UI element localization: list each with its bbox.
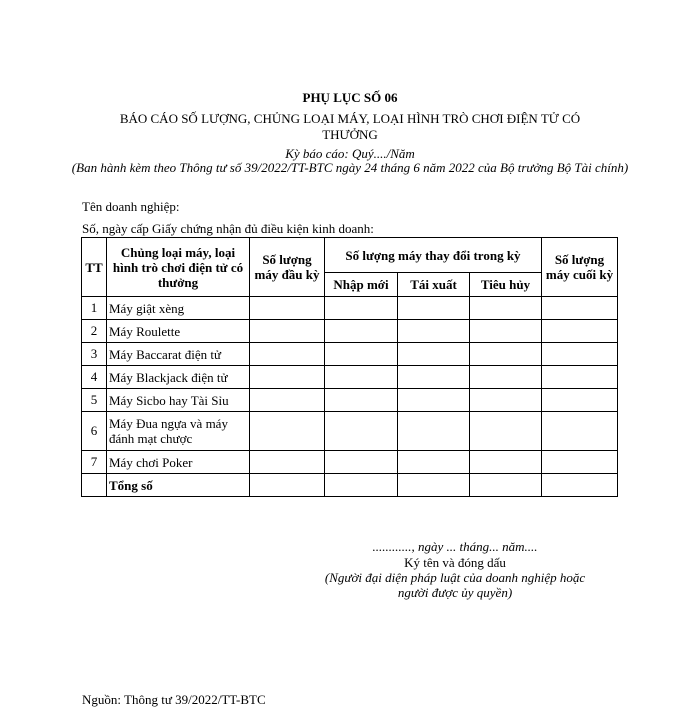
cell-reexport	[398, 451, 470, 474]
header-tt: TT	[82, 238, 107, 297]
table-row	[82, 412, 618, 451]
cell-reexport	[398, 366, 470, 389]
report-title: BÁO CÁO SỐ LƯỢNG, CHỦNG LOẠI MÁY, LOẠI HÌNH TRÒ CHƠI ĐIỆN TỬ CÓ THƯỞNG	[119, 111, 581, 142]
row-machine-name: Máy Baccarat điện tử	[107, 343, 250, 366]
row-number: 3	[82, 343, 107, 366]
cell-begin	[250, 366, 325, 389]
row-machine-name: Máy Blackjack điện tử	[107, 366, 250, 389]
cell-end	[542, 343, 618, 366]
report-table	[81, 237, 618, 497]
row-number: 7	[82, 451, 107, 474]
company-name-field: Tên doanh nghiệp:	[82, 199, 180, 214]
cell-destroy	[470, 412, 542, 451]
cell-destroy	[470, 389, 542, 412]
cell-reexport	[398, 343, 470, 366]
row-machine-name: Máy chơi Poker	[107, 451, 250, 474]
header-import: Nhập mới	[325, 273, 398, 297]
certificate-field: Số, ngày cấp Giấy chứng nhận đủ điều kiện kinh doanh:	[82, 221, 374, 236]
issued-note: (Ban hành kèm theo Thông tư số 39/2022/TT-BTC ngày 24 tháng 6 năm 2022 của Bộ trưởng Bộ Tài chính)	[71, 160, 629, 175]
signature-note: (Người đại diện pháp luật của doanh nghiệp hoặc người được ủy quyền)	[324, 570, 586, 600]
table-row	[82, 320, 618, 343]
cell-begin	[250, 297, 325, 320]
cell-reexport	[398, 389, 470, 412]
cell-destroy	[470, 343, 542, 366]
cell-end	[542, 474, 618, 497]
cell-reexport	[398, 297, 470, 320]
cell-import	[325, 297, 398, 320]
header-destroy: Tiêu hủy	[470, 273, 542, 297]
cell-begin	[250, 474, 325, 497]
total-number-cell	[82, 474, 107, 497]
header-machine-type: Chủng loại máy, loại hình trò chơi điện tử có thưởng	[107, 238, 250, 297]
total-label: Tổng số	[107, 474, 250, 497]
cell-begin	[250, 412, 325, 451]
cell-destroy	[470, 320, 542, 343]
cell-begin	[250, 343, 325, 366]
row-number: 6	[82, 412, 107, 451]
row-number: 2	[82, 320, 107, 343]
signature-title: Ký tên và đóng dấu	[404, 555, 506, 570]
header-reexport: Tái xuất	[398, 273, 470, 297]
table-row	[82, 366, 618, 389]
cell-end	[542, 320, 618, 343]
row-machine-name: Máy giật xèng	[107, 297, 250, 320]
cell-begin	[250, 389, 325, 412]
row-number: 4	[82, 366, 107, 389]
table-row	[82, 343, 618, 366]
cell-import	[325, 451, 398, 474]
table-row	[82, 297, 618, 320]
cell-reexport	[398, 474, 470, 497]
cell-import	[325, 474, 398, 497]
header-change-count: Số lượng máy thay đổi trong kỳ	[325, 238, 542, 273]
cell-reexport	[398, 320, 470, 343]
cell-destroy	[470, 474, 542, 497]
cell-end	[542, 366, 618, 389]
appendix-number: PHỤ LỤC SỐ 06	[302, 90, 398, 105]
cell-destroy	[470, 366, 542, 389]
cell-import	[325, 389, 398, 412]
header-end-count: Số lượng máy cuối kỳ	[542, 238, 618, 297]
cell-end	[542, 412, 618, 451]
total-row	[82, 474, 618, 497]
cell-destroy	[470, 451, 542, 474]
row-machine-name: Máy Sicbo hay Tài Sỉu	[107, 389, 250, 412]
cell-reexport	[398, 412, 470, 451]
cell-end	[542, 389, 618, 412]
cell-destroy	[470, 297, 542, 320]
cell-end	[542, 297, 618, 320]
cell-end	[542, 451, 618, 474]
report-period: Kỳ báo cáo: Quý..../Năm	[285, 146, 415, 161]
row-number: 1	[82, 297, 107, 320]
signature-date: ............, ngày ... tháng... năm....	[372, 539, 538, 554]
source-footer: Nguồn: Thông tư 39/2022/TT-BTC	[82, 692, 266, 707]
header-begin-count: Số lượng máy đầu kỳ	[250, 238, 325, 297]
cell-begin	[250, 320, 325, 343]
row-machine-name: Máy Đua ngựa và máy đánh mạt chược	[107, 412, 250, 451]
cell-import	[325, 343, 398, 366]
row-number: 5	[82, 389, 107, 412]
table-row	[82, 389, 618, 412]
cell-import	[325, 412, 398, 451]
cell-import	[325, 366, 398, 389]
row-machine-name: Máy Roulette	[107, 320, 250, 343]
cell-begin	[250, 451, 325, 474]
cell-import	[325, 320, 398, 343]
table-row	[82, 451, 618, 474]
